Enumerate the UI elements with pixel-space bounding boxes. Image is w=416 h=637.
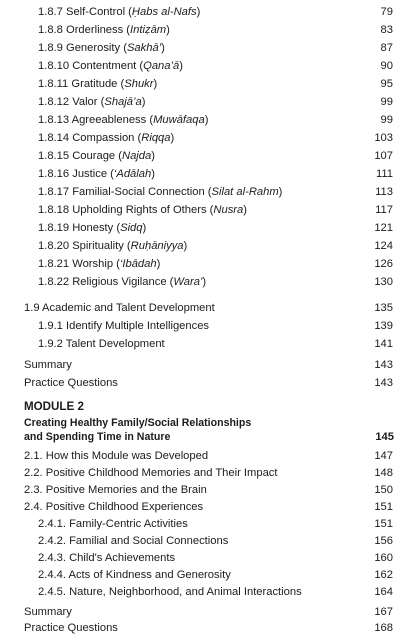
toc-entry[interactable]: 1.8.12 Valor (Shajā’a) 99: [0, 93, 416, 111]
toc-entry[interactable]: 1.8.14 Compassion (Riqqa) 103: [0, 129, 416, 147]
toc-entry[interactable]: 2.4.5. Nature, Neighborhood, and Animal Interactions 164: [0, 583, 416, 601]
toc-entry[interactable]: 2.4.4. Acts of Kindness and Generosity 162: [0, 566, 416, 584]
page-number: 148: [374, 467, 393, 479]
page-number: 160: [374, 552, 393, 564]
toc-entry-section-1-9[interactable]: 1.9 Academic and Talent Development 135: [0, 299, 416, 317]
page-number: 103: [374, 132, 393, 144]
page-number: 107: [374, 150, 393, 162]
page-number: 164: [374, 586, 393, 598]
toc-entry[interactable]: 1.8.11 Gratitude (Shukr) 95: [0, 75, 416, 93]
page-number: 143: [374, 377, 393, 389]
page-number: 113: [375, 186, 393, 198]
toc-entry[interactable]: 1.8.22 Religious Vigilance (Wara’) 130: [0, 273, 416, 291]
toc-entry[interactable]: 1.8.9 Generosity (Sakhā’) 87: [0, 39, 416, 57]
toc-entry[interactable]: 2.4. Positive Childhood Experiences 151: [0, 498, 416, 516]
page-number: 117: [375, 204, 393, 216]
toc-entry-practice-questions[interactable]: Practice Questions 143: [0, 374, 416, 392]
page-number: 95: [380, 78, 393, 90]
toc-entry[interactable]: 1.9.2 Talent Development 141: [0, 335, 416, 353]
toc-entry[interactable]: 1.8.21 Worship (‘Ibādah) 126: [0, 255, 416, 273]
toc-entry[interactable]: 1.8.8 Orderliness (Intiẓām) 83: [0, 21, 416, 39]
page-number: 150: [374, 484, 393, 496]
toc-entry[interactable]: 1.8.19 Honesty (Sidq) 121: [0, 219, 416, 237]
toc-entry[interactable]: 1.8.13 Agreeableness (Muwāfaqa) 99: [0, 111, 416, 129]
toc-entry[interactable]: 2.4.3. Child's Achievements 160: [0, 549, 416, 567]
toc-entry[interactable]: 2.4.2. Familial and Social Connections 156: [0, 532, 416, 550]
page-number: 167: [374, 606, 393, 618]
toc-entry[interactable]: 2.2. Positive Childhood Memories and Their Impact 148: [0, 464, 416, 482]
toc-entry[interactable]: 1.8.17 Familial-Social Connection (Silat al-Rahm) 113: [0, 183, 416, 201]
module-title[interactable]: Creating Healthy Family/Social Relationships and Spending Time in Nature 145: [24, 417, 394, 443]
toc-entry[interactable]: 1.8.20 Spirituality (Ruḥāniyya) 124: [0, 237, 416, 255]
toc-entry[interactable]: 2.3. Positive Memories and the Brain 150: [0, 481, 416, 499]
module-heading: MODULE 2: [24, 400, 84, 413]
page-number: 126: [374, 258, 393, 270]
toc-entry-summary[interactable]: Summary 143: [0, 356, 416, 374]
toc-entry[interactable]: 2.4.1. Family-Centric Activities 151: [0, 515, 416, 533]
page-number: 151: [374, 501, 393, 513]
page-number: 111: [375, 168, 393, 180]
page-number: 168: [374, 622, 393, 634]
toc-entry-summary[interactable]: Summary 167: [0, 603, 416, 620]
page-number: 99: [380, 114, 393, 126]
page-number: 147: [374, 450, 393, 462]
page-number: 141: [374, 338, 393, 350]
page-number: 121: [374, 222, 393, 234]
page-number: 135: [374, 302, 393, 314]
page-number: 143: [374, 359, 393, 371]
page-number: 99: [380, 96, 393, 108]
toc-entry[interactable]: 2.1. How this Module was Developed 147: [0, 447, 416, 465]
page-number: 151: [374, 518, 393, 530]
toc-entry[interactable]: 1.8.16 Justice (‘Adālah) 111: [0, 165, 416, 183]
page-number: 124: [374, 240, 393, 252]
page-number: 145: [375, 431, 394, 443]
page-number: 83: [380, 24, 393, 36]
toc-entry-practice-questions-2[interactable]: Practice Questions 168: [0, 620, 416, 637]
page-number: 79: [380, 6, 393, 18]
page-number: 130: [374, 276, 393, 288]
toc-entry[interactable]: 1.8.7 Self-Control (Ḥabs al-Nafs) 79: [0, 3, 416, 21]
page-number: 139: [374, 320, 393, 332]
toc-entry[interactable]: 1.8.15 Courage (Najda) 107: [0, 147, 416, 165]
page-number: 156: [374, 535, 393, 547]
page-number: 162: [374, 569, 393, 581]
page-number: 90: [380, 60, 393, 72]
toc-entry[interactable]: 1.9.1 Identify Multiple Intelligences 139: [0, 317, 416, 335]
toc-entry[interactable]: 1.8.18 Upholding Rights of Others (Nusra) 117: [0, 201, 416, 219]
toc-entry[interactable]: 1.8.10 Contentment (Qana’ā) 90: [0, 57, 416, 75]
page-number: 87: [380, 42, 393, 54]
